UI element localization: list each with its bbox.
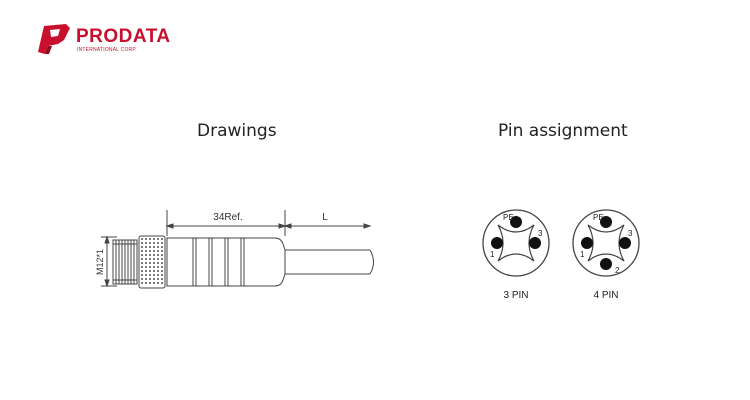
pin-2-label: 2 [615,266,620,275]
pin-3-contact [619,237,631,249]
ref-dimension-label: 34Ref. [213,212,243,223]
pin-3-diagram [478,203,554,303]
logo-subtitle: INTERNATIONAL CORP. [77,47,137,53]
pin-4-caption: 4 PIN [593,290,619,301]
pin-4-diagram [568,203,644,303]
pin-1-label: 1 [580,250,585,259]
pin-3-contact [529,237,541,249]
pin-3-label: 3 [628,229,633,238]
pin-3-label: 3 [538,229,543,238]
logo-name: PRODATA [76,26,171,47]
pin-pe-label: PE [593,213,604,222]
logo-mark-icon [36,22,74,56]
connector-drawing [85,200,385,310]
length-dimension-label: L [322,212,328,223]
pin-assignment-title: Pin assignment [498,121,628,141]
pin-1-contact [491,237,503,249]
company-logo [36,22,196,56]
pin-1-label: 1 [490,250,495,259]
thread-dimension-label: M12*1 [95,248,105,276]
pin-2-contact [600,258,612,270]
pin-3-caption: 3 PIN [503,290,529,301]
pin-1-contact [581,237,593,249]
pin-pe-label: PE [503,213,514,222]
drawings-title: Drawings [197,121,277,141]
